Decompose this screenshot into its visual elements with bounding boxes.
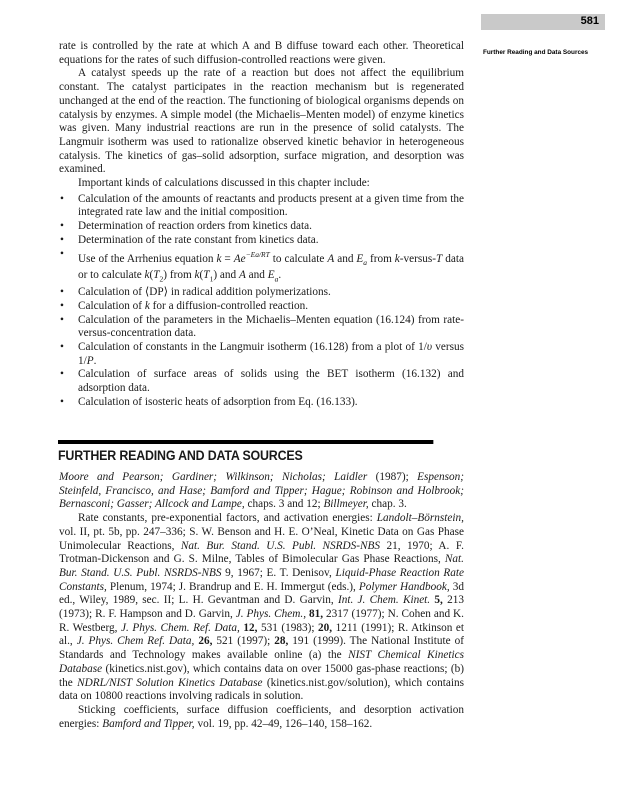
page-number: 581 [580,15,599,27]
bullet-icon: • [60,220,64,233]
list-item: • Use of the Arrhenius equation $k = Ae^{-Ea/RT}$ to calculate A and $E_a$ from k-versus-T data or to calculate $k(T_2)$ from $k(T_1)$ and A and $E_a$. [60,247,464,284]
references-paragraph-3: Sticking coefficients, surface diffusion coefficients, and desorption activation energies: Bamford and Tipper, vol. 19, pp. 42–49, 126–140, 158–162. [59,703,464,730]
summary-paragraph-1: rate is controlled by the rate at which A and B diffuse toward each other. Theoretical equations for the rates of such diffusion-controlled reactions were given. [59,40,464,66]
list-item: • Determination of the rate constant from kinetics data. [60,233,319,246]
bullet-icon: • [60,313,64,326]
list-item: • Calculation of surface areas of solids using the BET isotherm (16.132) and adsorption data. [60,368,464,395]
section-title: FURTHER READING AND DATA SOURCES [58,440,433,463]
references-paragraph-1: Moore and Pearson; Gardiner; Wilkinson; Nicholas; Laidler (1987); Espenson; Steinfeld, Francisco, and Hase; Bamford and Tipper; Hague; Robinson and Holbrook; Bernasconi; Gasser; Allcock and Lampe, chaps. 3 and 12; Billmeyer, chap. 3. [59,471,464,511]
list-item: • Calculation of constants in the Langmuir isotherm (16.128) from a plot of 1/υ versus 1/P. [60,341,464,367]
references-column [59,471,464,731]
bullet-icon: • [60,368,64,381]
page-number-bar [481,14,605,30]
bullet-icon: • [60,192,64,205]
list-item: • Determination of reaction orders from kinetics data. [60,220,312,233]
list-item: • Calculation of the amounts of reactants and products present at a given time from the integrated rate law and the initial composition. [60,192,464,219]
bullet-icon: • [60,395,64,408]
running-head: Further Reading and Data Sources [483,49,589,56]
bullet-icon: • [60,341,64,354]
summary-column [59,40,464,410]
list-item: • Calculation of the parameters in the Michaelis–Menten equation (16.124) from rate-versus-concentration data. [60,313,464,340]
bullet-icon: • [60,299,64,312]
bullet-icon: • [60,233,64,246]
calculations-list [59,193,464,410]
list-item: • Calculation of ⟨DP⟩ in radical addition polymerizations. [60,286,331,299]
bullet-icon: • [60,286,64,299]
list-item: • Calculation of isosteric heats of adsorption from Eq. (16.133). [60,395,358,408]
summary-paragraph-3: Important kinds of calculations discussed in this chapter include: [78,177,370,190]
bullet-icon: • [60,247,64,260]
arrhenius-exponent: −Ea/RT [245,249,270,259]
summary-paragraph-2: A catalyst speeds up the rate of a reaction but does not affect the equilibrium constant. The catalyst participates in the reaction mechanism but is regenerated unchanged at the end of the reaction. The functioning of biological organisms depends on catalysis by enzymes. A simple model (the Michaelis–Menten model) of enzyme kinetics was given. Many industrial reactions are run in the presence of solid catalysts. The Langmuir isotherm was used to rationalize observed kinetic behavior in heterogeneous catalysis. The kinetics of gas–solid adsorption, surface migration, and desorption was examined. [59,67,464,176]
references-paragraph-2: Rate constants, pre-exponential factors, and activation energies: Landolt–Börnstein, vol. II, pt. 5b, pp. 247–336; S. W. Benson and H. E. O’Neal, Kinetic Data on Gas Phase Unimolecular Reactions, Nat. Bur. Stand. U.S. Publ. NSRDS-NBS 21, 1970; A. F. Trotman-Dickenson and G. S. Milne, Tables of Bimolecular Gas Phase Reactions, Nat. Bur. Stand. U.S. Publ. NSRDS-NBS 9, 1967; E. T. Denisov, Liquid-Phase Reaction Rate Constants, Plenum, 1974; J. Brandrup and E. H. Immergut (eds.), Polymer Handbook, 3d ed., Wiley, 1989, sec. II; L. H. Gevantman and D. Garvin, Int. J. Chem. Kinet. 5, 213 (1973); R. F. Hampson and D. Garvin, J. Phys. Chem., 81, 2317 (1977); N. Cohen and K. R. Westberg, J. Phys. Chem. Ref. Data, 12, 531 (1983); 20, 1211 (1991); R. Atkinson et al., J. Phys. Chem Ref. Data, 26, 521 (1997); 28, 191 (1999). The National Institute of Standards and Technology makes available online (a) the NIST Chemical Kinetics Database (kinetics.nist.gov), which contains data on over 15000 gas-phase reactions; (b) the NDRL/NIST Solution Kinetics Database (kinetics.nist.gov/solution), which contains data on 10800 reactions involving radicals in solution. [59,512,465,703]
list-item: • Calculation of k for a diffusion-controlled reaction. [60,299,309,312]
